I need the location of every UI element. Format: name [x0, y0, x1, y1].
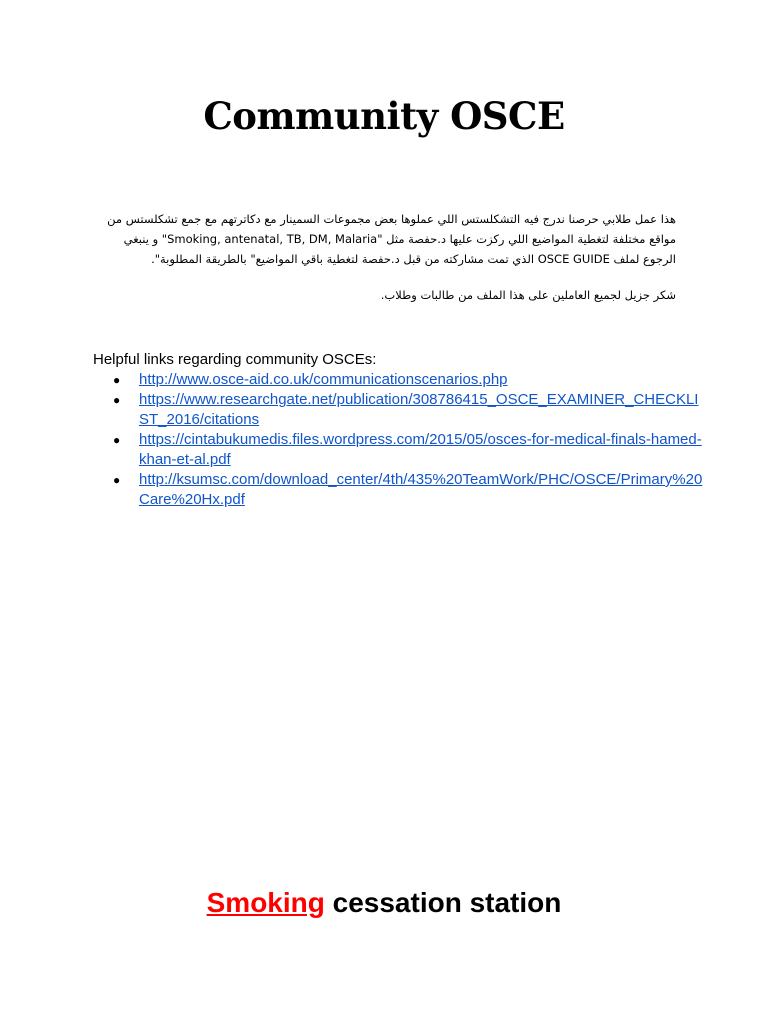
arabic-intro	[92, 209, 676, 305]
bullet-icon: ●	[113, 473, 121, 487]
osce-aid-link[interactable]: http://www.osce-aid.co.uk/communicationscenarios.php	[139, 371, 508, 388]
cintabukumedis-link[interactable]: https://cintabukumedis.files.wordpress.com/2015/05/osces-for-medical-finals-hamed-khan-et-al.pdf	[139, 431, 702, 468]
list-item	[93, 470, 713, 510]
helpful-links-heading: Helpful links regarding community OSCEs:	[93, 351, 377, 368]
arabic-intro-paragraph: هذا عمل طلابي حرصنا ندرج فيه التشكلستس اللي عملوها بعض مجموعات السمينار مع دكاترتهم مع جمع تشكلستس من مواقع مختلفة لتغطية المواضيع اللي ركزت عليها د.حفصة مثل "Smoking, antenatal, TB, DM, Malaria" و ينبغي الرجوع لملف OSCE GUIDE الذي تمت مشاركته من قبل د.حفصة لتغطية باقي المواضيع" بالطريقة المطلوبة".	[107, 212, 676, 266]
station-heading-rest: cessation station	[324, 887, 562, 918]
station-heading-accent: Smoking	[206, 887, 325, 918]
ksumsc-link[interactable]: http://ksumsc.com/download_center/4th/435%20TeamWork/PHC/OSCE/Primary%20Care%20Hx.pdf	[139, 471, 703, 508]
researchgate-link[interactable]: https://www.researchgate.net/publication/308786415_OSCE_EXAMINER_CHECKLIST_2016/citations	[139, 391, 699, 428]
list-item	[93, 390, 713, 430]
list-item	[93, 370, 713, 390]
helpful-links-list	[93, 370, 713, 510]
bullet-icon: ●	[113, 433, 121, 447]
station-heading	[0, 883, 768, 923]
bullet-icon: ●	[113, 393, 121, 407]
document-title: Community OSCE	[203, 94, 565, 138]
bullet-icon: ●	[113, 373, 121, 387]
list-item	[93, 430, 713, 470]
arabic-thanks-line: شكر جزيل لجميع العاملين على هذا الملف من طالبات وطلاب.	[380, 288, 676, 302]
helpful-links-section	[93, 350, 713, 510]
